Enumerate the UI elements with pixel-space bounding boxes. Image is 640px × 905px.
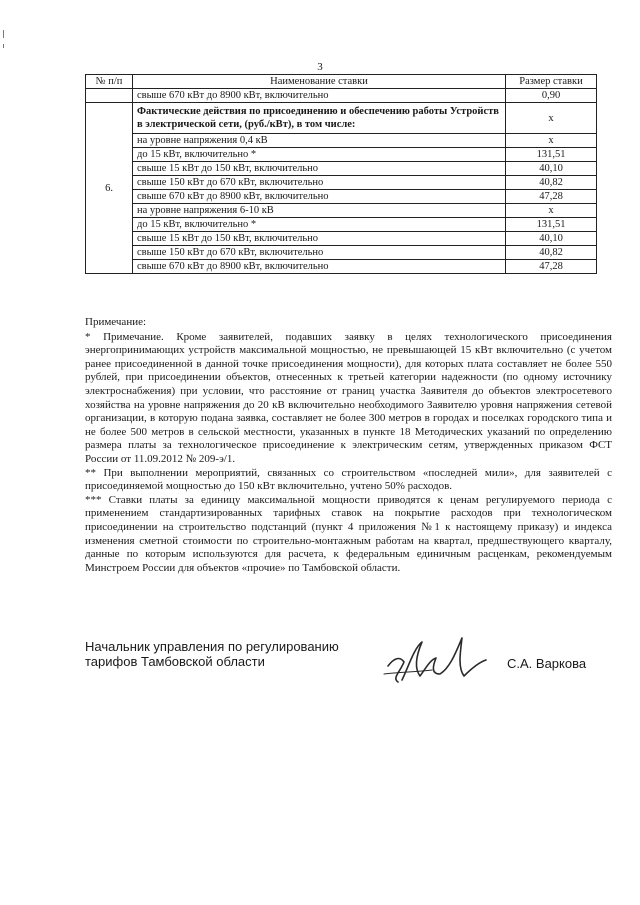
table-row	[86, 260, 597, 274]
row-value: 40,10	[506, 162, 597, 176]
row-value: 131,51	[506, 218, 597, 232]
notes-title: Примечание:	[85, 316, 147, 328]
table-row	[86, 148, 597, 162]
table-row	[86, 134, 597, 148]
row-name: до 15 кВт, включительно *	[133, 148, 506, 162]
margin-mark	[3, 44, 4, 48]
row-value: 40,82	[506, 246, 597, 260]
note-triple-star: *** Ставки платы за единицу максимальной мощности приводятся к ценам регулируемого периода с применением стандартизированных тарифных ставок на покрытие расходов при технологическом присоединении на строительство подстанций (пункт 4 приложения №1 к настоящему приказу) и индекса изменения сметной стоимости по строительно-монтажным работам на квартал, предшествующего кварталу, данные по которым используются для расчета, к федеральным единичным расценкам, рекомендуемым Минстроем России для объектов «прочие» по Тамбовской области.	[85, 493, 612, 574]
row-value: 0,90	[506, 89, 597, 103]
rates-table	[85, 74, 597, 274]
row-value: 47,28	[506, 260, 597, 274]
row-name: свыше 15 кВт до 150 кВт, включительно	[133, 162, 506, 176]
row-num-empty	[86, 89, 133, 103]
table-row	[86, 162, 597, 176]
row-value: 47,28	[506, 190, 597, 204]
row-name: свыше 670 кВт до 8900 кВт, включительно	[133, 190, 506, 204]
row-name: на уровне напряжения 6-10 кВ	[133, 204, 506, 218]
note-double-star: ** При выполнении мероприятий, связанных со строительством «последней мили», для заявителей с присоединяемой мощностью до 150 кВт включительно, учтено 50% расходов.	[85, 466, 612, 493]
row-name: свыше 670 кВт до 8900 кВт, включительно	[133, 89, 506, 103]
row-value: 40,10	[506, 232, 597, 246]
table-row	[86, 246, 597, 260]
table-row	[86, 204, 597, 218]
table-header-row	[86, 75, 597, 89]
signer-name: С.А. Варкова	[507, 656, 587, 671]
signature-position	[85, 639, 339, 669]
table-row	[86, 89, 597, 103]
row-name: свыше 150 кВт до 670 кВт, включительно	[133, 176, 506, 190]
row-value: х	[506, 134, 597, 148]
position-line-1: Начальник управления по регулированию	[85, 639, 339, 654]
position-line-2: тарифов Тамбовской области	[85, 654, 265, 669]
row-name: свыше 670 кВт до 8900 кВт, включительно	[133, 260, 506, 274]
group-num: 6.	[86, 103, 133, 274]
row-name: свыше 15 кВт до 150 кВт, включительно	[133, 232, 506, 246]
row-value: х	[506, 103, 597, 134]
row-name: Фактические действия по присоединению и обеспечению работы Устройств в электрической сети, (руб./кВт), в том числе:	[133, 103, 506, 134]
margin-mark	[3, 30, 4, 38]
table-row	[86, 176, 597, 190]
header-num: № п/п	[86, 75, 133, 89]
row-value: х	[506, 204, 597, 218]
page-number: 3	[317, 61, 323, 73]
row-name: до 15 кВт, включительно *	[133, 218, 506, 232]
row-value: 40,82	[506, 176, 597, 190]
table-row	[86, 232, 597, 246]
header-size: Размер ставки	[506, 75, 597, 89]
table-row	[86, 218, 597, 232]
table-row	[86, 103, 597, 134]
handwritten-signature	[380, 628, 490, 688]
header-name: Наименование ставки	[133, 75, 506, 89]
notes-section	[85, 316, 612, 575]
row-name: свыше 150 кВт до 670 кВт, включительно	[133, 246, 506, 260]
table-row	[86, 190, 597, 204]
row-name: на уровне напряжения 0,4 кВ	[133, 134, 506, 148]
row-value: 131,51	[506, 148, 597, 162]
note-single-star: * Примечание. Кроме заявителей, подавших заявку в целях технологического присоединения энергопринимающих устройств максимальной мощностью, не превышающей 15 кВт включительно (с учетом ранее присоединенной в данной точке присоединения мощности), для которых плата составляет не более 550 рублей, при присоединении объектов, отнесенных к третьей категории надежности (по одному источнику электроснабжения) при условии, что расстояние от границ участка Заявителя до объектов электросетевого хозяйства на уровне напряжения до 20 кВ включительно необходимого Заявителю уровня напряжения сетевой организации, в которую подана заявка, составляет не более 300 метров в городах и поселках городского типа и не более 500 метров в сельской местности, указанных в пункте 18 Методических указаний по определению размера платы за технологическое присоединение к электрическим сетям, утвержденных приказом ФСТ России от 11.09.2012 № 209-э/1.	[85, 330, 612, 465]
